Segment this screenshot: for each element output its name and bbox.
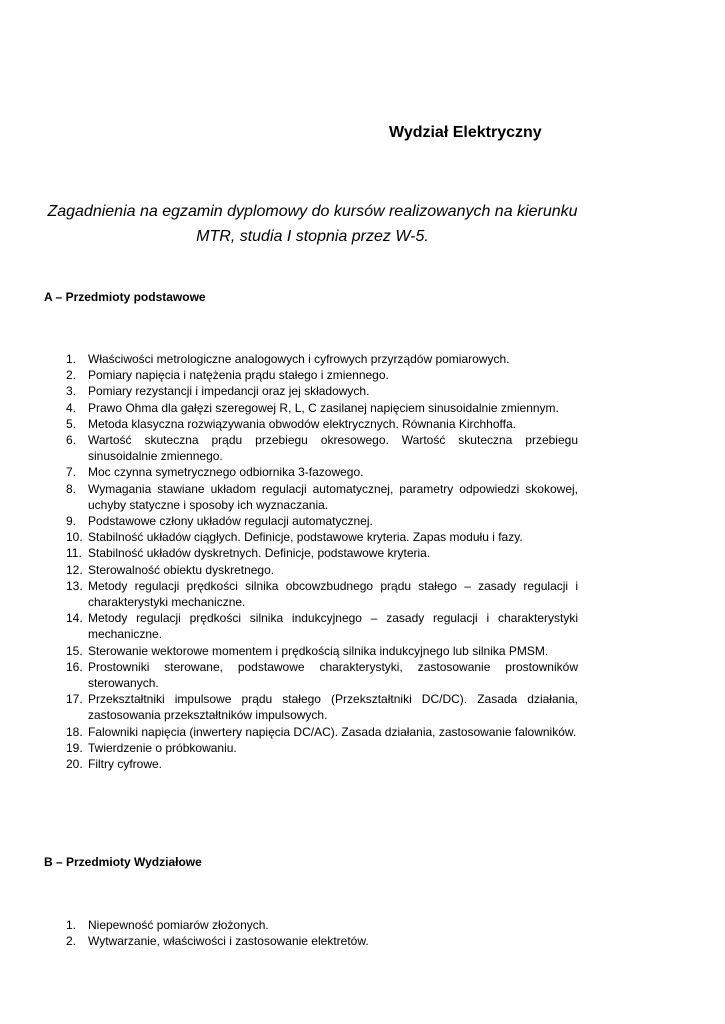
item-text: Wymagania stawiane układom regulacji automatycznej, parametry odpowiedzi skokowej, uchyby statyczne i sposoby ich wyznaczania. bbox=[88, 481, 578, 512]
list-item bbox=[0, 562, 578, 578]
item-text: Filtry cyfrowe. bbox=[88, 757, 163, 772]
list-item bbox=[0, 481, 578, 513]
document-subtitle bbox=[40, 199, 585, 249]
item-text: Falowniki napięcia (inwertery napięcia DC/AC). Zasada działania, zastosowanie falowników. bbox=[88, 724, 577, 739]
item-number: 20. bbox=[66, 757, 83, 772]
item-number: 5. bbox=[66, 416, 77, 431]
item-text: Właściwości metrologiczne analogowych i cyfrowych przyrządów pomiarowych. bbox=[88, 352, 510, 366]
item-number: 3. bbox=[66, 384, 77, 399]
item-number: 6. bbox=[66, 433, 77, 448]
item-number: 1. bbox=[66, 918, 77, 932]
item-text: Moc czynna symetrycznego odbiornika 3-fazowego. bbox=[88, 465, 364, 480]
item-text: Sterowalność obiektu dyskretnego. bbox=[88, 562, 275, 577]
list-item bbox=[0, 578, 578, 610]
item-number: 18. bbox=[66, 724, 83, 739]
item-number: 15. bbox=[66, 643, 83, 658]
item-text: Metody regulacji prędkości silnika obcowzbudnego prądu stałego – zasady regulacji i charakterystyki mechaniczne. bbox=[88, 578, 578, 610]
item-number: 13. bbox=[66, 578, 83, 593]
item-number: 11. bbox=[66, 546, 82, 561]
list-item bbox=[0, 917, 578, 933]
list-item bbox=[0, 513, 578, 529]
list-item bbox=[0, 367, 578, 383]
item-number: 9. bbox=[66, 514, 77, 529]
faculty-title: Wydział Elektryczny bbox=[389, 124, 542, 141]
list-item bbox=[0, 432, 578, 464]
item-number: 14. bbox=[66, 611, 83, 626]
item-number: 1. bbox=[66, 352, 77, 366]
list-item bbox=[0, 416, 578, 432]
item-text: Wartość skuteczna prądu przebiegu okresowego. Wartość skuteczna przebiegu sinusoidalnie zmiennego. bbox=[88, 433, 578, 464]
item-text: Stabilność układów dyskretnych. Definicje, podstawowe kryteria. bbox=[88, 546, 431, 561]
section-a-list bbox=[0, 351, 578, 772]
item-number: 19. bbox=[66, 740, 83, 755]
list-item bbox=[0, 933, 578, 949]
item-number: 17. bbox=[66, 692, 83, 707]
item-text: Niepewność pomiarów złożonych. bbox=[88, 918, 269, 932]
list-item bbox=[0, 740, 578, 756]
item-number: 16. bbox=[66, 659, 83, 674]
item-text: Wytwarzanie, właściwości i zastosowanie elektretów. bbox=[88, 934, 369, 949]
list-item bbox=[0, 610, 578, 642]
item-number: 2. bbox=[66, 934, 77, 949]
section-b-heading: B – Przedmioty Wydziałowe bbox=[44, 855, 202, 869]
item-number: 10. bbox=[66, 530, 83, 545]
list-item bbox=[0, 756, 578, 772]
list-item bbox=[0, 464, 578, 480]
subtitle-line-1: Zagadnienia na egzamin dyplomowy do kursów realizowanych na kierunku bbox=[47, 203, 578, 220]
item-text: Pomiary rezystancji i impedancji oraz jej składowych. bbox=[88, 384, 370, 399]
item-number: 4. bbox=[66, 400, 77, 415]
list-item bbox=[0, 659, 578, 691]
list-item bbox=[0, 691, 578, 723]
item-number: 7. bbox=[66, 465, 77, 480]
section-b-list bbox=[0, 917, 578, 949]
section-a-heading: A – Przedmioty podstawowe bbox=[44, 290, 206, 304]
subtitle-line-2: MTR, studia I stopnia przez W-5. bbox=[196, 228, 429, 245]
item-number: 8. bbox=[66, 481, 77, 496]
item-text: Metody regulacji prędkości silnika indukcyjnego – zasady regulacji i charakterystyki mechaniczne. bbox=[88, 611, 578, 642]
list-item bbox=[0, 529, 578, 545]
list-item bbox=[0, 643, 578, 659]
item-text: Sterowanie wektorowe momentem i prędkością silnika indukcyjnego lub silnika PMSM. bbox=[88, 643, 549, 658]
item-number: 2. bbox=[66, 368, 77, 383]
item-number: 12. bbox=[66, 562, 83, 577]
list-item bbox=[0, 400, 578, 416]
item-text: Pomiary napięcia i natężenia prądu stałego i zmiennego. bbox=[88, 368, 389, 383]
item-text: Metoda klasyczna rozwiązywania obwodów elektrycznych. Równania Kirchhoffa. bbox=[88, 416, 516, 431]
list-item bbox=[0, 545, 578, 561]
list-item bbox=[0, 351, 578, 367]
list-item bbox=[0, 383, 578, 399]
item-text: Prostowniki sterowane, podstawowe charakterystyki, zastosowanie prostowników sterowanych. bbox=[88, 659, 578, 691]
item-text: Przekształtniki impulsowe prądu stałego (Przekształtniki DC/DC). Zasada działania, zastosowania przekształtników impulsowych. bbox=[88, 692, 578, 723]
item-text: Prawo Ohma dla gałęzi szeregowej R, L, C zasilanej napięciem sinusoidalnie zmiennym. bbox=[88, 400, 559, 415]
item-text: Stabilność układów ciągłych. Definicje, podstawowe kryteria. Zapas modułu i fazy. bbox=[88, 530, 523, 545]
item-text: Twierdzenie o próbkowaniu. bbox=[88, 740, 237, 755]
list-item bbox=[0, 724, 578, 740]
item-text: Podstawowe człony układów regulacji automatycznej. bbox=[88, 514, 373, 529]
